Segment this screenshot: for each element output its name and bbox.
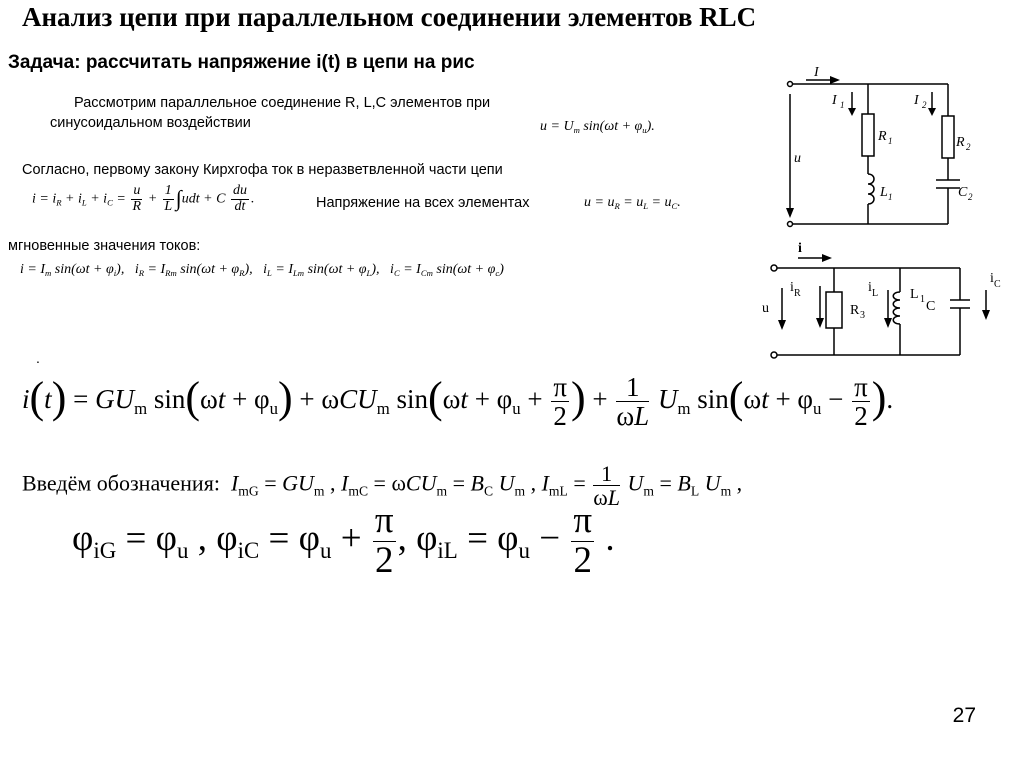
equal-voltage-formula: $u = u_R = u_L = u_C$. <box>584 195 681 212</box>
c1-label-i2-sub: 2 <box>922 100 927 110</box>
c1-label-r2-sub: 2 <box>966 142 971 152</box>
c1-label-u: u <box>794 151 801 166</box>
voltage-formula: $u = U_m$ $\sin(\omega t + \varphi_u)$. <box>540 119 655 136</box>
instant-currents-formula: $i = I_m$ $\sin(\omega t + \varphi_i)$, $i_R = I_{Rm}$ $\sin(\omega t + \varphi_R)$, $i_L = I_{Lm}$ $\sin(\omega t + \varphi_L)$, $i_C = I_{Cm}$ $\sin(\omega t + \varphi_c)$ <box>20 262 504 279</box>
c2-label-c: C <box>926 299 936 314</box>
c2-label-il: i <box>868 280 872 295</box>
c1-label-r1-sub: 1 <box>888 136 893 146</box>
c2-label-i: i <box>798 241 802 256</box>
c2-label-il-sub: L <box>872 288 879 299</box>
kirchhoff-formula: $i = i_R + i_L + i_C$ = $\frac{u}{R}$ + $\frac{1}{L}$ ∫udt + C $\frac{du}{dt}$ . <box>32 183 255 214</box>
c1-label-c2: C <box>958 185 968 200</box>
page-number: 27 <box>952 704 976 727</box>
instant-text: мгновенные значения токов: <box>8 238 201 254</box>
slide-title: Анализ цепи при параллельном соединении элементов RLC <box>22 2 757 32</box>
circuit-diagram-2 <box>760 236 1010 366</box>
c1-label-i2: I <box>914 93 919 108</box>
c1-label-i1: I <box>832 93 837 108</box>
c1-label-r2: R <box>956 135 965 150</box>
c1-label-c2-sub: 2 <box>968 192 973 202</box>
c1-label-l1: L <box>880 185 888 200</box>
notation-label: Введём обозначения: <box>22 470 220 496</box>
c2-label-ic: i <box>990 271 994 286</box>
c2-label-r3: R <box>850 303 860 318</box>
c1-label-i: I <box>814 65 819 80</box>
c2-label-ir: i <box>790 280 794 295</box>
c1-label-l1-sub: 1 <box>888 192 893 202</box>
c1-label-r1: R <box>878 129 887 144</box>
intro-line-1: Рассмотрим параллельное соединение R, L,C элементов при <box>74 95 491 111</box>
c2-label-l1-sub: 1 <box>920 294 925 305</box>
c2-label-ir-sub: R <box>794 288 801 299</box>
kirchhoff-text: Согласно, первому закону Кирхгофа ток в неразветвленной части цепи <box>22 162 503 178</box>
c1-label-i1-sub: 1 <box>840 100 845 110</box>
intro-line-2: синусоидальном воздействии <box>50 115 251 131</box>
c2-label-ic-sub: C <box>994 279 1001 290</box>
task-heading: Задача: рассчитать напряжение i(t) в цепи на рис <box>8 52 475 73</box>
phase-formula: $\varphi_{iG} = \varphi_u$ , $\varphi_{iC} = \varphi_u$ + $\frac{\pi}{2}$ , $\varphi_{iL} = \varphi_u$ − $\frac{\pi}{2}$ . <box>72 500 615 581</box>
current-formula: $i(t) = GU_m$ $\sin(\omega t + \varphi_u) + \omega CU_m$ $\sin(\omega t + \varphi_u$ + $\frac{\pi}{2}$ ) + $\frac{1}{\omega L}$ $U_m$ $\sin(\omega t + \varphi_u$ − $\frac{\pi}{2}$ ). <box>22 371 894 432</box>
c2-label-u: u <box>762 301 769 316</box>
voltage-text: Напряжение на всех элементах <box>316 195 530 211</box>
notation-line: Введём обозначения: $I_{mG} = GU_m$ , $I_{mC} = \omega CU_m = B_C$ $U_m$ , $I_{mL}$ = $\frac{1}{\omega L}$ $U_m = B_L$ $U_m$ , <box>22 461 743 511</box>
circuit-diagram-1 <box>770 62 990 242</box>
c2-label-r3-sub: 3 <box>860 310 865 321</box>
c2-label-l1: L <box>910 287 919 302</box>
dot: . <box>36 350 40 366</box>
